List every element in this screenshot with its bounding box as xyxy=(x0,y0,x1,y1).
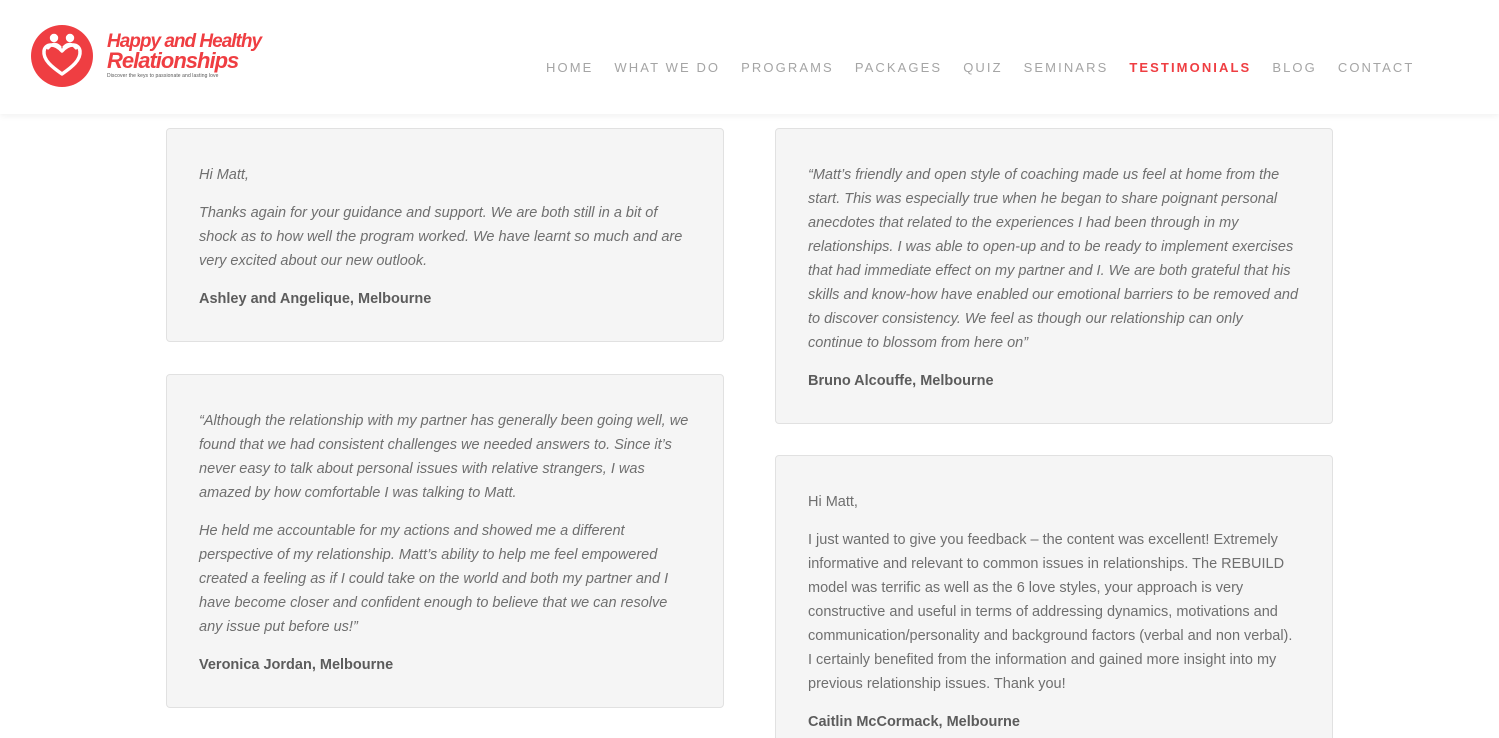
nav-item-contact[interactable]: CONTACT xyxy=(1337,60,1415,75)
nav-item-home[interactable]: HOME xyxy=(546,60,594,75)
testimonial-text: I just wanted to give you feedback – the content was excellent! Extremely informative and relevant to common issues in relationships. The REBUILD model was terrific as well as the 6 love styles, your approach is very constructive and useful in terms of addressing dynamics, motivations and communication/personality and background factors (verbal and non verbal). I certainly benefited from the information and gained more insight into my previous relationship issues. Thank you! xyxy=(808,532,1293,692)
brand-name-line1: Happy and Healthy xyxy=(107,31,262,52)
nav-item-what-we-do[interactable]: WHAT WE DO xyxy=(614,60,721,75)
testimonial-text: He held me accountable for my actions and showed me a different perspective of my relationship. Matt’s ability to help me feel empowered created a feeling as if I could take on the world and both my partner and I have become closer and confident enough to believe that we can resolve any issue put before us!” xyxy=(199,523,669,635)
nav-item-blog[interactable]: BLOG xyxy=(1272,60,1317,75)
testimonial-text: Thanks again for your guidance and support. We are both still in a bit of shock as to how well the program worked. We have learnt so much and are very excited about our new outlook. xyxy=(199,205,683,269)
site-logo[interactable] xyxy=(30,24,261,88)
testimonial-greeting: Hi Matt, xyxy=(199,167,249,183)
testimonial-text: “Matt’s friendly and open style of coaching made us feel at home from the start. This was especially true when he began to share poignant personal anecdotes that related to the experiences I had been through in my relationships. I was able to open-up and to be ready to implement exercises that had immediate effect on my partner and I. We are both grateful that his skills and know-how have enabled our emotional barriers to be removed and to discover consistency. We feel as though our relationship can only continue to blossom from here on” xyxy=(808,167,1299,351)
testimonial-card xyxy=(166,374,724,708)
nav-item-testimonials[interactable]: TESTIMONIALS xyxy=(1129,60,1252,75)
brand-name xyxy=(107,32,261,79)
testimonial-author: Caitlin McCormack, Melbourne xyxy=(808,714,1020,730)
site-header xyxy=(0,0,1499,114)
nav-item-programs[interactable]: PROGRAMS xyxy=(741,60,834,75)
testimonial-text: “Although the relationship with my partner has generally been going well, we found that we had consistent challenges we needed answers to. Since it’s never easy to talk about personal issues with relative strangers, I was amazed by how comfortable I was talking to Matt. xyxy=(199,413,689,501)
brand-tagline: Discover the keys to passionate and lasting love xyxy=(107,73,219,79)
testimonial-greeting: Hi Matt, xyxy=(808,494,858,510)
brand-name-line2: Relationships xyxy=(107,48,239,73)
testimonial-card xyxy=(166,128,724,342)
testimonial-author: Bruno Alcouffe, Melbourne xyxy=(808,373,994,389)
testimonial-card xyxy=(775,455,1333,738)
main-nav xyxy=(546,60,1435,76)
nav-item-packages[interactable]: PACKAGES xyxy=(854,60,943,75)
testimonial-author: Ashley and Angelique, Melbourne xyxy=(199,291,432,307)
nav-item-seminars[interactable]: SEMINARS xyxy=(1023,60,1109,75)
heart-couple-icon xyxy=(30,24,94,88)
nav-item-quiz[interactable]: QUIZ xyxy=(963,60,1003,75)
testimonial-card xyxy=(775,128,1333,424)
testimonial-author: Veronica Jordan, Melbourne xyxy=(199,657,394,673)
